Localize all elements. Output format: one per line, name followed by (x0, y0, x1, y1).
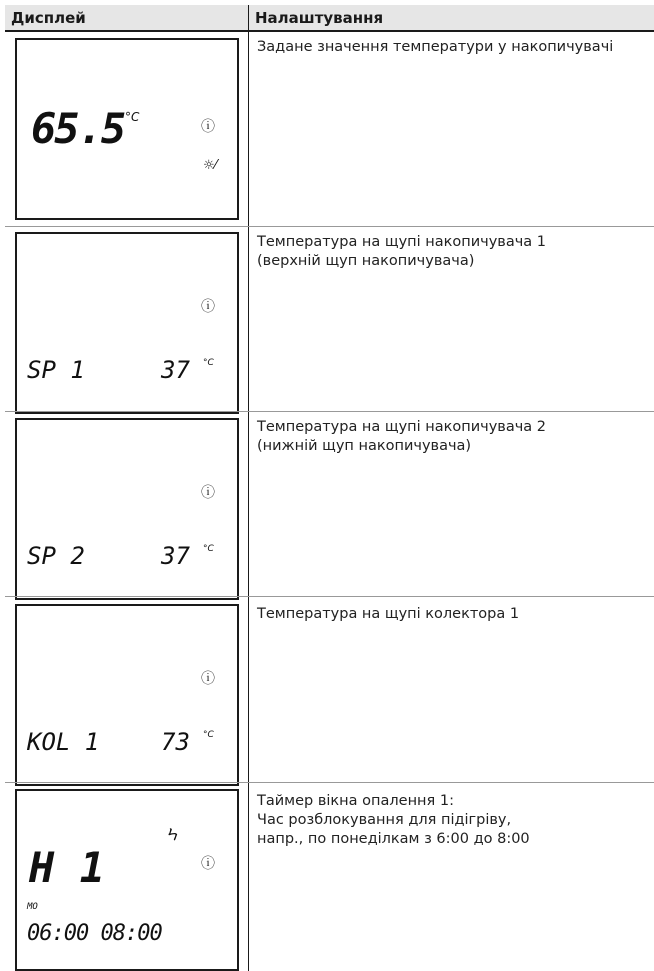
row-description: Температура на щупі накопичувача 2 (нижній щуп накопичувача) (257, 419, 547, 454)
header-display: Дисплей (5, 5, 248, 32)
info-icon: ⓘ (201, 671, 215, 687)
lcd-display-timer (15, 789, 239, 971)
row-divider (5, 596, 654, 597)
row-divider (5, 226, 654, 227)
lcd-display-kol1 (15, 604, 239, 786)
row-description: Температура на щупі накопичувача 1 (верхній щуп накопичувача) (257, 234, 547, 269)
lcd-main-value: 65.5 (31, 104, 125, 153)
info-icon: ⓘ (201, 856, 215, 872)
lcd-unit: °C (125, 110, 140, 124)
lcd-label: KOL 1 (27, 728, 100, 756)
sun-snow-icon: ☼⁄ (203, 158, 217, 173)
lcd-day: MO (27, 902, 38, 912)
column-divider (248, 5, 249, 971)
lcd-display-setpoint (15, 38, 239, 220)
lcd-display-sp1 (15, 232, 239, 414)
header-settings: Налаштування (249, 5, 654, 32)
lcd-display-sp2 (15, 418, 239, 600)
lcd-label: SP 1 (27, 356, 85, 384)
lcd-unit: °C (203, 730, 214, 740)
info-icon: ⓘ (201, 299, 215, 315)
lcd-main-value: H 1 (29, 843, 105, 892)
row-description: Задане значення температури у накопичувачі (257, 39, 614, 55)
lcd-label: SP 2 (27, 542, 85, 570)
row-divider (5, 411, 654, 412)
row-divider (5, 782, 654, 783)
lcd-times: 06:00 08:00 (27, 921, 162, 946)
lcd-unit: °C (203, 358, 214, 368)
row-description: Таймер вікна опалення 1: Час розблокування для підігріву, напр., по понеділкам з 6:00 до 8:00 (257, 793, 530, 847)
lcd-value: 37 (161, 356, 190, 384)
lcd-value: 73 (161, 728, 190, 756)
lcd-value: 37 (161, 542, 190, 570)
lcd-unit: °C (203, 544, 214, 554)
row-description: Температура на щупі колектора 1 (257, 606, 520, 622)
info-icon: ⓘ (201, 119, 215, 135)
tap-icon: ㄣ (165, 824, 182, 843)
info-icon: ⓘ (201, 485, 215, 501)
